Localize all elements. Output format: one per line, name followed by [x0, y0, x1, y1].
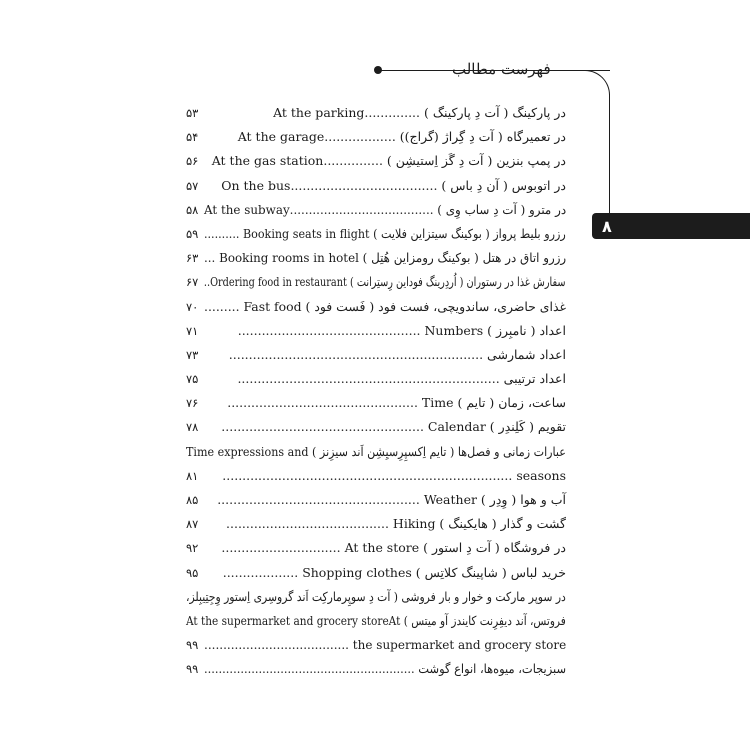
- toc-entry: [186, 536, 566, 560]
- header-rule: [380, 70, 610, 71]
- toc-list: [186, 101, 566, 682]
- toc-entry: [186, 270, 566, 294]
- toc-title: فهرست مطالب: [452, 60, 551, 78]
- toc-entry-page: ۵۴: [186, 130, 199, 145]
- toc-entry-text: در پمپ بنزین ( آت دِ گَز اِستیشِن ) ...............At the gas station: [211, 153, 566, 169]
- toc-entry-text: فروتس، آند دیفِرِنت کایندز آو میتس ) At the supermarket and grocery storeAt: [186, 612, 566, 628]
- toc-entry: [186, 512, 566, 536]
- toc-entry-text: در تعمیرگاه ( آت دِ گِراژ (گراج)) ..................At the garage: [237, 129, 566, 145]
- toc-entry-text: رزرو اتاق در هتل ( بوکینگ رومزاین هُتِل ) Booking rooms in hotel ...: [203, 250, 566, 266]
- toc-entry-text: در اتوبوس ( آن دِ باس ) .....................................On the bus: [221, 177, 566, 193]
- toc-entry-text: در پارکینگ ( آت دِ پارکینگ ) ..............At the parking: [273, 105, 566, 120]
- toc-entry-text: سفارش غذا در رستوران ( اُردِرینگ فوداین رِستِرانت ) Ordering food in restaurant..: [204, 274, 566, 290]
- toc-entry-page: ۷۸: [186, 420, 199, 435]
- toc-entry-text: در سوپر مارکت و خوار و بار فروشی ( آت دِ سوپِرمارکِت اَند گروسِری اِستور وِجِتِیبِلز،: [186, 588, 566, 604]
- toc-entry: [186, 561, 566, 585]
- toc-entry-text: رزرو بلیط پرواز ( بوکینگ سیتزاین فلایت ) Booking seats in flight ..........: [204, 225, 566, 241]
- toc-entry: [186, 415, 566, 439]
- toc-entry: [186, 101, 566, 125]
- toc-entry-page: ۹۵: [186, 565, 199, 580]
- toc-entry: [186, 174, 566, 198]
- toc-entry-text: در فروشگاه ( آت دِ استور ) At the store ..............................: [221, 540, 566, 556]
- toc-entry-page: ۷۰: [186, 299, 199, 314]
- toc-entry-text: seasons .........................................................................: [222, 467, 566, 483]
- toc-entry-text: تقویم ( کَلِندِر ) Calendar ...................................................: [221, 419, 566, 435]
- toc-entry-page: ۵۳: [186, 106, 199, 120]
- toc-entry: [186, 246, 566, 270]
- toc-entry-page: ۷۱: [186, 323, 199, 338]
- page-number-tab: [592, 213, 750, 239]
- toc-entry-page: ۹۹: [186, 638, 199, 653]
- toc-entry-text: آب و هوا ( وِدِر ) Weather ...................................................: [217, 492, 566, 507]
- toc-entry-page: ۸۷: [186, 517, 199, 532]
- toc-entry-page: ۹۹: [186, 662, 199, 677]
- toc-entry-page: ۹۲: [186, 541, 199, 556]
- toc-entry-text: عبارات زمانی و فصل‌ها ( تایم اِکسپِرِسیِشِن اَند سیزِنز ) Time expressions and: [186, 443, 566, 459]
- toc-entry: [186, 657, 566, 681]
- toc-entry-page: ۷۵: [186, 372, 199, 387]
- toc-entry: [186, 222, 566, 246]
- toc-entry-continued: [186, 609, 566, 633]
- toc-entry-page: ۶۷: [186, 275, 199, 290]
- toc-entry-page: ۵۸: [186, 202, 199, 217]
- toc-entry: [186, 391, 566, 415]
- toc-entry-continued: [186, 633, 566, 657]
- toc-entry-text: خرید لباس ( شاپینگ کلاتِس ) Shopping clothes ...................: [222, 564, 566, 580]
- toc-entry-text: سبزیجات، میوه‌ها، انواع گوشت ..........................................................: [203, 661, 566, 677]
- toc-entry: [186, 149, 566, 173]
- toc-entry-page: ۵۹: [186, 226, 199, 241]
- toc-entry: [186, 319, 566, 343]
- toc-entry: [186, 488, 566, 512]
- header-vertical-rule: [609, 94, 610, 214]
- toc-entry: [186, 295, 566, 319]
- toc-entry: [186, 198, 566, 222]
- toc-entry-text: ساعت، زمان ( تایم ) Time ................................................: [227, 395, 566, 411]
- toc-subentry: [186, 367, 566, 391]
- toc-entry-text: the supermarket and grocery store ......................................: [203, 637, 566, 653]
- toc-entry: [186, 125, 566, 149]
- toc-entry: [186, 585, 566, 609]
- toc-entry-text: غذای حاضری، ساندویچی، فست فود ( فَست فود ) Fast food .........: [203, 298, 566, 314]
- toc-entry-page: ۸۵: [186, 493, 199, 507]
- toc-entry-continued: [186, 464, 566, 488]
- toc-entry-text: اعداد شمارشی ................................................................: [228, 346, 566, 362]
- toc-entry-page: ۷۳: [186, 347, 199, 362]
- toc-entry-page: ۵۶: [186, 154, 199, 169]
- toc-subentry: [186, 343, 566, 367]
- toc-entry-page: ۵۷: [186, 178, 199, 193]
- toc-entry-text: اعداد ترتیبی ..................................................................: [237, 371, 566, 387]
- toc-entry-page: ۸۱: [186, 468, 199, 483]
- toc-entry-page: ۶۳: [186, 251, 199, 266]
- toc-entry-page: ۷۶: [186, 396, 199, 411]
- header-curve: [585, 70, 610, 95]
- page-number: ۸: [602, 217, 612, 236]
- toc-entry-text: گشت و گذار ( هایکینگ ) Hiking .........................................: [226, 516, 566, 532]
- toc-entry: [186, 440, 566, 464]
- toc-entry-text: اعداد ( نامبِرز ) Numbers ..............................................: [237, 322, 566, 338]
- toc-entry-text: در مترو ( آت دِ ساب وِی ) ......................................At the subway: [203, 201, 566, 217]
